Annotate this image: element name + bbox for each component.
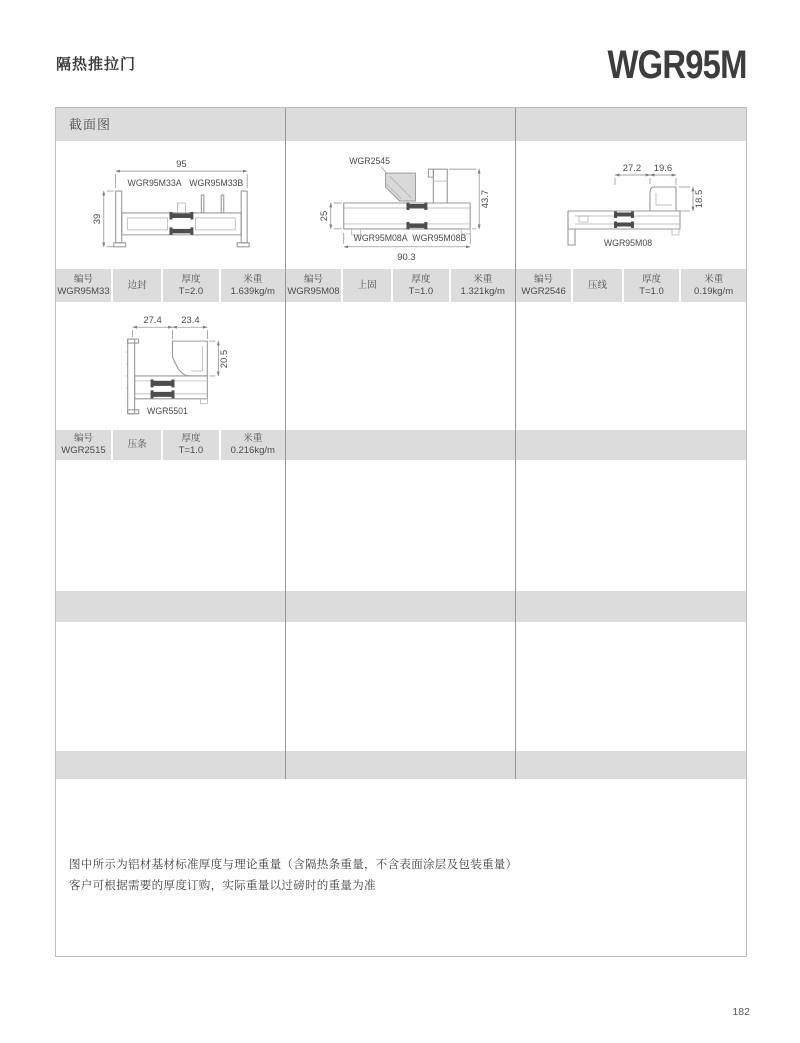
spec-thickness-cell [161, 430, 218, 460]
drawing-cell-wgr95m33 [56, 141, 286, 269]
dim-top-27-4 [133, 315, 173, 339]
spec-name-cell [571, 269, 622, 302]
drawing-cell-empty [286, 460, 516, 591]
header-cell-1 [56, 108, 286, 141]
spec-code-value: WGR2515 [61, 445, 106, 456]
dim-text: 20.5 [219, 349, 231, 369]
part-label-a: WGR95M33A [127, 178, 182, 189]
spec-weight-label: 米重 [243, 273, 263, 285]
thermal-break [406, 203, 427, 230]
glazing-bead-part [386, 173, 416, 201]
spec-col-empty [516, 591, 746, 622]
section-title: 截面图 [69, 117, 112, 132]
spec-weight-value: 0.216kg/m [230, 445, 275, 456]
profile-drawing-wgr95m08 [286, 141, 515, 269]
thermal-break [169, 212, 193, 235]
spec-thickness-label: 厚度 [181, 273, 201, 285]
profile-drawing-wgr2515 [56, 302, 285, 430]
drawing-cell-empty [516, 622, 746, 751]
spec-weight-value: 1.639kg/m [230, 285, 275, 297]
dim-height-39 [92, 191, 114, 247]
part-label: WGR5501 [147, 405, 188, 416]
spec-weight-label: 米重 [243, 433, 263, 444]
drawing-cell-wgr2546 [516, 141, 746, 269]
spec-name-cell [111, 269, 161, 302]
dim-text: 90.3 [397, 251, 416, 263]
spec-code-label: 编号 [73, 273, 93, 285]
dim-text: 27.4 [143, 315, 162, 327]
spec-col-wgr2515 [56, 430, 286, 460]
spec-col-wgr95m33 [56, 269, 286, 302]
dim-text: 19.6 [653, 163, 673, 175]
spec-col-wgr95m08 [286, 269, 516, 302]
notes-row [56, 779, 746, 956]
drawing-cell-empty [516, 302, 746, 430]
dim-text: 25 [318, 210, 330, 222]
spec-thickness-value: T=1.0 [639, 285, 664, 297]
dim-text: 18.5 [693, 189, 705, 209]
spec-name-cell [341, 269, 391, 302]
spec-code-label: 编号 [303, 273, 323, 285]
dim-text: 39 [91, 213, 103, 225]
spec-weight-cell [219, 430, 285, 460]
spec-code-value: WGR2546 [521, 285, 566, 297]
dim-right-20-5 [209, 341, 230, 376]
spec-thickness-value: T=1.0 [408, 285, 434, 297]
spec-weight-value: 0.19kg/m [694, 285, 734, 297]
page-title: 隔热推拉门 [56, 56, 137, 73]
drawing-row-3-empty [56, 460, 746, 591]
section-table [55, 107, 747, 957]
profile-outline [114, 191, 249, 247]
spec-code-cell [56, 430, 111, 460]
dim-right-18-5 [679, 187, 705, 211]
spec-code-value: WGR95M08 [287, 285, 340, 297]
notes-text [56, 779, 547, 956]
spec-thickness-label: 厚度 [641, 273, 661, 285]
spec-code-cell [516, 269, 571, 302]
spec-thickness-value: T=2.0 [178, 285, 204, 297]
spec-code-value: WGR95M33 [57, 285, 110, 297]
spec-col-empty [286, 430, 516, 460]
spec-name-value: 边封 [127, 279, 147, 291]
spec-name-value: 压线 [587, 279, 607, 291]
part-label: WGR95M08 [603, 237, 653, 248]
spec-thickness-cell [161, 269, 218, 302]
spec-row-4-empty [56, 751, 746, 779]
profile-drawing-wgr2546 [516, 141, 746, 269]
spec-name-value: 上固 [357, 279, 377, 291]
dim-text: 43.7 [480, 189, 492, 209]
header-cell-2 [286, 108, 516, 141]
dim-text: 23.4 [181, 315, 200, 327]
callout-label: WGR2545 [349, 156, 391, 167]
dim-top-27-2 [615, 163, 650, 185]
dim-text: 27.2 [622, 163, 642, 175]
spec-code-cell [56, 269, 111, 302]
spec-thickness-cell [391, 269, 448, 302]
spec-code-cell [286, 269, 341, 302]
model-number: WGR95M [607, 43, 747, 87]
drawing-cell-empty [56, 622, 286, 751]
spec-row-3-empty [56, 591, 746, 622]
dim-text: 95 [176, 159, 187, 171]
drawing-cell-wgr95m08 [286, 141, 516, 269]
dim-left-25 [319, 203, 342, 229]
spec-code-label: 编号 [73, 433, 93, 444]
part-label-b: WGR95M08B [412, 232, 467, 243]
table-header-row [56, 108, 746, 141]
page-number: 182 [732, 1006, 750, 1018]
spec-col-empty [56, 751, 286, 779]
spec-col-empty [516, 430, 746, 460]
part-label-a: WGR95M08A [353, 232, 408, 243]
spec-weight-cell [449, 269, 515, 302]
spec-weight-cell [679, 269, 746, 302]
note-line-2: 客户可根据需要的厚度订购，实际重量以过磅时的重量为准 [69, 880, 376, 892]
drawing-row-2 [56, 302, 746, 430]
spec-weight-label: 米重 [473, 273, 493, 285]
note-line-1: 图中所示为铝材基材标准厚度与理论重量（含隔热条重量，不含表面涂层及包装重量） [69, 859, 518, 871]
drawing-row-1 [56, 141, 746, 269]
spec-thickness-cell [622, 269, 679, 302]
dim-top-23-4 [172, 315, 207, 339]
spec-thickness-label: 厚度 [411, 273, 431, 285]
drawing-cell-empty [56, 460, 286, 591]
spec-weight-value: 1.321kg/m [460, 285, 505, 297]
spec-col-empty [56, 591, 286, 622]
spec-thickness-value: T=1.0 [178, 445, 204, 456]
drawing-cell-empty [286, 622, 516, 751]
profile-outline [126, 339, 208, 414]
spec-col-empty [286, 751, 516, 779]
spec-code-label: 编号 [534, 273, 554, 285]
spec-name-cell [111, 430, 161, 460]
spec-row-2 [56, 430, 746, 460]
header-cell-3 [516, 108, 746, 141]
part-label-b: WGR95M33B [189, 178, 244, 189]
dim-top-19-6 [650, 163, 676, 185]
thermal-break [614, 211, 634, 227]
drawing-cell-wgr2515 [56, 302, 286, 430]
spec-thickness-label: 厚度 [181, 433, 201, 444]
spec-col-wgr2546 [516, 269, 746, 302]
thermal-break [151, 379, 175, 398]
drawing-cell-empty [516, 460, 746, 591]
spec-col-empty [516, 751, 746, 779]
spec-weight-label: 米重 [704, 273, 724, 285]
drawing-cell-empty [286, 302, 516, 430]
drawing-row-4-empty [56, 622, 746, 751]
spec-name-value: 压条 [127, 439, 147, 450]
spec-weight-cell [219, 269, 285, 302]
profile-drawing-wgr95m33 [56, 141, 285, 269]
spec-row-1 [56, 269, 746, 302]
spec-col-empty [286, 591, 516, 622]
